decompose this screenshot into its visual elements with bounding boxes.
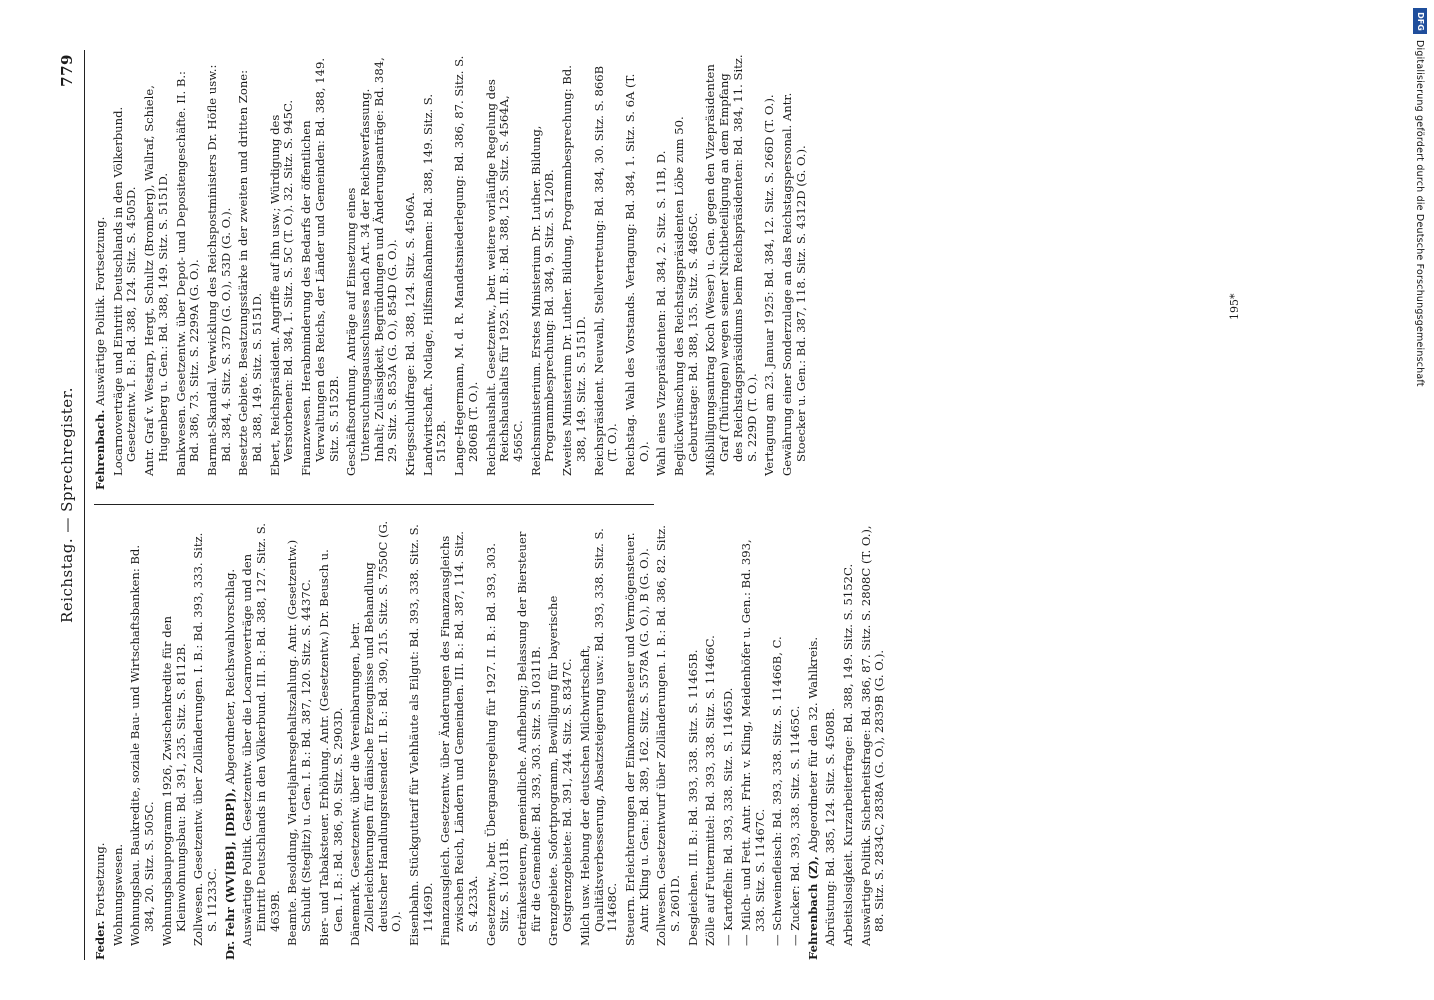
running-head [58,50,82,960]
index-entry [593,50,620,490]
index-entry [673,50,700,490]
entry-text: Getränkesteuern, gemeindliche. Aufhebung; Belassung der Biersteuer für die Gemeinde: Bd. 393, 303. Sitz. S. 10311B. [514,531,543,946]
index-entry [286,520,313,960]
entry-text: Lange-Hegermann, M. d. R. Mandatsniederlegung: Bd. 386, 87. Sitz. S. 2806B (T. O.). [452,55,480,476]
entry-headword: Dr. Fehr (WV[BB], [DBP]), [222,788,237,960]
index-entry [485,520,512,960]
index-entry [269,50,296,490]
index-entry [422,50,449,490]
index-entry [485,50,526,490]
entry-text: Fortsetzung. [93,842,107,917]
rotated-page [58,50,1308,960]
entry-text: Zollwesen. Gesetzentwurf über Zolländerungen. I. B.: Bd. 386, 82. Sitz. S. 2601D. [654,525,683,946]
entry-text: Antr. Graf v. Westarp, Hergt, Schultz (Bromberg), Wallraf, Schiele, Hugenberg u. Gen.: Bd. 388, 149. Sitz. S. 5151D. [142,85,170,476]
entry-text: Desgleichen. III. B.: Bd. 393, 338. Sitz. S. 11465B. [685,649,700,946]
index-entry [763,50,777,490]
index-entry [624,50,651,490]
entry-text: — Schweinefleisch: Bd. 393, 338. Sitz. S. 11466B, C. [770,636,785,946]
entry-text: Wohnungsbau. Baukredite, soziale Bau- und Wirtschaftsbanken: Bd. 384, 20. Sitz. S. 505C. [128,544,157,946]
index-entry [781,50,808,490]
entry-text: Abgeordneter, Reichswahlvorschlag. [222,568,237,785]
entry-text: Finanzwesen. Herabminderung des Bedarfs der öffentlichen Verwaltungen des Reichs, der Länder und Gemeinden: Bd. 388, 149. Sitz. S. 5152B. [299,57,341,476]
entry-text: Wahl eines Vizepräsidenten: Bd. 384, 2. Sitz. S. 11B, D. [654,150,669,476]
index-entry [842,520,856,960]
index-entry [579,520,620,960]
column-divider [94,504,654,505]
entry-text: Auswärtige Politik. Sicherheitsfrage: Bd. 386, 87. Sitz. S. 2808C (T. O.), 88. Sitz. S. 2834C, 2838A (G. O.), 2839B (G. O.). [858,525,887,946]
entry-text: Finanzausgleich. Gesetzentw. über Änderungen des Finanzausgleichs zwischen Reich, Ländern und Gemeinden. III. B.: Bd. 387, 114. Sitz. S. 4233A. [438,531,480,946]
entry-text: Steuern. Erleichterungen der Einkommensteuer und Vermögensteuer. Antr. Kling u. Gen.: Bd. 389, 162. Sitz. S. 5578A (G. O.), B (G. O.). [622,532,651,946]
dfg-stamp [1408,6,1432,996]
index-entry [408,520,435,960]
index-entry [740,520,767,960]
entry-headword: Fehrenbach. [93,409,107,490]
entry-text: Reichshaushalt. Gesetzentw., betr. weitere vorläufige Regelung des Reichshaushalts für 1925. III. B.: Bd. 388, 125. Sitz. S. 4564A, 4565C. [483,79,525,476]
index-entry [94,50,108,490]
index-entry [206,50,233,490]
entry-text: Wohnungsbauprogramm 1926, Zwischenkredite für den Kleinwohnungsbau: Bd. 391, 235. Sitz. S. 8112B. [159,616,188,946]
index-entry [860,520,887,960]
index-entry [807,520,821,960]
index-entry [561,50,588,490]
index-entry [687,520,701,960]
entry-headword: Feder. [93,920,107,960]
index-entry [722,520,736,960]
entry-text: Geschäftsordnung. Anträge auf Einsetzung eines Untersuchungsausschusses nach Art. 34 der Reichsverfassung. Inhalt; Zulässigkeit, Begründungen und Änderungsanträge: Bd. 384, 29. Sitz. S. 853A (G. O.), 854D (G. O.). [344,57,400,476]
index-entry [94,520,108,960]
entry-text: Besetzte Gebiete. Besatzungsstärke in der zweiten und dritten Zone: Bd. 388, 149. Sitz. S. 5151D. [236,69,265,476]
index-entry [237,50,264,490]
entry-text: Auswärtige Politik. Gesetzentw. über die Locarnoverträge und den Eintritt Deutschlands in den Völkerbund. III. B.: Bd. 388, 127. Sitz. S. 4639B. [240,523,282,946]
entry-headword: Fehrenbach (Z), [805,856,820,960]
index-entry [112,50,139,490]
entry-text: Zollwesen. Gesetzentw. über Zolländerungen. I. B.: Bd. 393, 333. Sitz. S. 11233C. [191,532,219,946]
index-entry [453,50,480,490]
entry-text: Kriegsschuldfrage: Bd. 388, 124. Sitz. S. 4506A. [403,192,418,476]
entry-text: Abrüstung: Bd. 385, 124. Sitz. S. 4508B. [823,707,838,946]
entry-text: Wohnungswesen. [110,843,125,946]
entry-text: — Milch- und Fett. Antr. Frhr. v. Kling, Meidenhöfer u. Gen.: Bd. 393, 338. Sitz. S. 11467C. [738,539,767,946]
entry-text: Abgeordneter für den 32. Wahlkreis. [805,636,820,853]
header-rule [84,50,85,960]
index-entry [112,520,126,960]
index-entry [129,520,156,960]
index-entry [300,50,341,490]
index-entry [704,50,759,490]
entry-text: Barmat-Skandal. Verwicklung des Reichspostministers Dr. Höfle usw.: Bd. 384, 4. Sitz. S. 37D (G. O.), 53D (G. O.). [204,64,233,476]
index-entry [547,520,574,960]
index-entry [439,520,480,960]
entry-text: Reichspräsident. Neuwahl, Stellvertretung: Bd. 384, 30. Sitz. S. 866B (T. O.). [591,65,620,476]
entry-text: Locarnoverträge und Eintritt Deutschlands in den Völkerbund. Gesetzentw. I. B.: Bd. 388, 124. Sitz. S. 4505D. [110,106,139,476]
index-entry [175,50,202,490]
signature-mark: 195* [1228,293,1241,320]
entry-text: Beamte. Besoldung, Vierteljahresgehaltszahlung. Antr. (Gesetzentw.) Schuldt (Steglitz) u. Gen. I. B.: Bd. 387, 120. Sitz. S. 4437C. [285,539,314,946]
index-entry [655,520,682,960]
left-column [94,520,891,960]
entry-text: Dänemark. Gesetzentw. über die Vereinbarungen, betr. Zollerleichterungen für dänische Erzeugnisse und Behandlung deutscher Handlungsreisender. II. B.: Bd. 390, 215. Sitz. S. 7550C (G. O.). [348,520,404,946]
index-entry [161,520,188,960]
index-entry [530,50,557,490]
dfg-logo-icon: DFG [1413,8,1427,34]
index-entry [704,520,718,960]
entry-text: Mißbilligungsantrag Koch (Weser) u. Gen. gegen den Vizepräsidenten Graf (Thüringen) wegen seiner Nichtbeteiligung an dem Empfang des Reichstagspräsidiums beim Reichspräsidenten: Bd. 384, 11. Sitz. S. 229D (T. O.). [703,54,759,476]
entry-text: Gewährung einer Sonderzulage an das Reichstagspersonal. Antr. Stoecker u. Gen.: Bd. 387, 118. Sitz. S. 4312D (G. O.). [779,92,808,476]
entry-text: Arbeitslosigkeit. Kurzarbeiterfrage: Bd. 388, 149. Sitz. S. 5152C. [841,563,856,946]
entry-text: Grenzgebiete. Sofortprogramm, Bewilligung für bayerische Ostgrenzgebiete: Bd. 391, 244. Sitz. S. 8347C. [546,595,575,946]
index-entry [241,520,282,960]
index-entry [318,520,345,960]
dfg-credit-text: Digitalisierung gefördert durch die Deutsche Forschungsgemeinschaft [1414,40,1425,387]
index-entry [655,50,669,490]
entry-text: Landwirtschaft. Notlage, Hilfsmaßnahmen: Bd. 388, 149. Sitz. S. 5152B. [420,93,449,476]
page-number: 779 [58,54,76,87]
entry-text: Eisenbahn. Stückguttarif für Viehhäute als Eilgut: Bd. 393, 338. Sitz. S. 11469D. [407,524,435,946]
entry-text: Reichsministerium. Erstes Ministerium Dr. Luther. Bildung, Programmbesprechung: Bd. 384, 9. Sitz. S. 120B. [528,125,557,476]
entry-text: Zölle auf Futtermittel: Bd. 393, 338. Sitz. S. 11466C. [703,635,718,946]
index-entry [224,520,238,960]
entry-text: Bier- und Tabaksteuer. Erhöhung. Antr. (Gesetzentw.) Dr. Beusch u. Gen. I. B.: Bd. 386, 90. Sitz. S. 2903D. [316,549,345,946]
index-entry [789,520,803,960]
entry-text: Beglückwünschung des Reichstagspräsidenten Löbe zum 50. Geburtstage: Bd. 388, 135. Sitz. S. 4865C. [672,116,700,476]
right-column [94,50,812,490]
entry-text: Vertagung am 23. Januar 1925: Bd. 384, 12. Sitz. S. 266D (T. O.). [762,94,777,476]
running-title: Reichstag. — Sprechregister. [58,387,76,623]
entry-text: Gesetzentw., betr. Übergangsregelung für 1927. II. B.: Bd. 393, 303. Sitz. S. 10311B. [483,543,512,946]
entry-text: — Kartoffeln: Bd. 393, 338. Sitz. S. 11465D. [721,687,736,946]
entry-text: Auswärtige Politik. Fortsetzung. [93,216,107,406]
index-entry [771,520,785,960]
index-entry [624,520,651,960]
index-entry [349,520,404,960]
index-entry [824,520,838,960]
entry-text: Milch usw. Hebung der deutschen Milchwirtschaft, Qualitätsverbesserung, Absatzsteigerung usw.: Bd. 393, 338. Sitz. S. 11468C. [577,528,620,946]
index-entry [404,50,418,490]
entry-text: Bankwesen. Gesetzentw. über Depot- und Depositengeschäfte. II. B.: Bd. 386, 73. Sitz. S. 2299A (G. O.). [173,71,202,476]
entry-text: Zweites Ministerium Dr. Luther. Bildung, Programmbesprechung: Bd. 388, 149. Sitz. S. 5151D. [560,65,588,476]
index-entry [143,50,170,490]
index-entry [516,520,543,960]
entry-text: — Zucker: Bd. 393, 338. Sitz. S. 11465C. [787,705,802,946]
entry-text: Reichstag. Wahl des Vorstands. Vertagung: Bd. 384, 1. Sitz. S. 6A (T. O.). [622,73,651,476]
index-entry [345,50,400,490]
entry-text: Ebert, Reichspräsident. Angriffe auf ihn usw.; Würdigung des Verstorbenen: Bd. 384, 1. Sitz. S. 5C (T. O.). 32. Sitz. S. 945C. [267,99,296,476]
index-entry [192,520,219,960]
